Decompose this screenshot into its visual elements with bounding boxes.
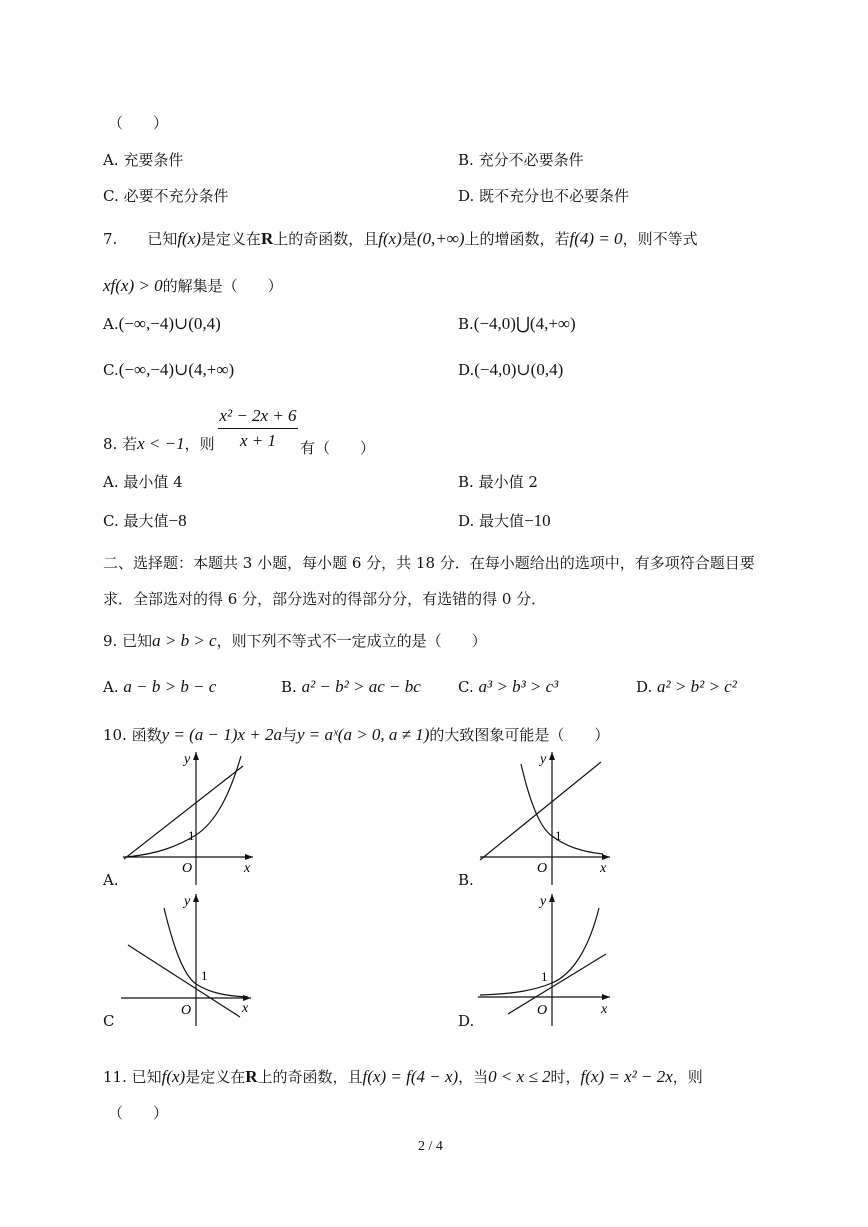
q6-paren: （ ） — [108, 114, 169, 132]
q7-stem-2: xf(x) > 0的解集是（ ） — [103, 276, 283, 295]
q9-option-d: D. a² > b² > c² — [636, 677, 737, 696]
q8-numerator: x² − 2x + 6 — [219, 406, 297, 425]
origin-label: O — [182, 861, 193, 876]
origin-label: O — [537, 861, 548, 876]
q11-paren: （ ） — [108, 1104, 169, 1122]
q8-stem-left: 8. 若x < −1，则 — [103, 434, 215, 453]
q7-option-a: A.(−∞,−4)∪(0,4) — [103, 314, 221, 333]
q10-graph-b — [475, 748, 615, 888]
section-2-line-2: 求．全部选对的得 6 分，部分选对的得部分分，有选错的得 0 分． — [103, 590, 547, 608]
origin-label: O — [537, 1003, 548, 1018]
y-axis-label: y — [184, 752, 191, 767]
q8-option-c: C. 最大值−8 — [103, 511, 187, 530]
one-label: 1 — [188, 828, 195, 843]
one-label: 1 — [541, 969, 548, 984]
q9-stem: 9. 已知a > b > c，则下列不等式不一定成立的是（ ） — [103, 631, 487, 650]
q8-option-d: D. 最大值−10 — [458, 511, 551, 530]
q10-graph-a-letter: A. — [103, 871, 119, 889]
page-number: 2 / 4 — [418, 1139, 443, 1154]
q7-option-d: D.(−4,0)∪(0,4) — [458, 360, 564, 379]
q8-option-a: A. 最小值 4 — [103, 473, 183, 491]
x-axis-label: x — [601, 1002, 608, 1017]
q10-graph-a — [118, 748, 258, 888]
q6-option-d: D. 既不充分也不必要条件 — [458, 187, 630, 205]
q7-option-c: C.(−∞,−4)∪(4,+∞) — [103, 360, 235, 379]
q8-denominator: x + 1 — [239, 431, 277, 450]
y-axis-label: y — [540, 894, 547, 909]
q8-fraction — [218, 406, 298, 451]
y-axis-label: y — [184, 894, 191, 909]
x-axis-label: x — [242, 1001, 249, 1016]
one-label: 1 — [201, 968, 208, 983]
q9-option-b: B. a² − b² > ac − bc — [281, 677, 421, 696]
one-label: 1 — [555, 828, 562, 843]
q8-option-b: B. 最小值 2 — [458, 473, 538, 491]
section-2-line-1: 二、选择题：本题共 3 小题，每小题 6 分，共 18 分．在每小题给出的选项中，有多项符合题目要 — [103, 554, 755, 572]
q7-stem: 7. 已知f(x)是定义在R上的奇函数，且f(x)是(0,+∞)上的增函数，若f(4) = 0，则不等式 — [103, 229, 698, 248]
x-axis-label: x — [600, 861, 607, 876]
q11-stem: 11. 已知f(x)是定义在R上的奇函数，且f(x) = f(4 − x)，当0 < x ≤ 2时，f(x) = x² − 2x，则 — [103, 1067, 703, 1086]
q10-stem: 10. 函数y = (a − 1)x + 2a与y = aˣ(a > 0, a ≠ 1)的大致图象可能是（ ） — [103, 725, 610, 744]
q10-graph-c — [118, 890, 258, 1030]
q9-option-a: A. a − b > b − c — [103, 677, 217, 696]
q8-stem-right: 有（ ） — [300, 439, 376, 457]
q10-graph-c-letter: C — [103, 1012, 115, 1030]
y-axis-label: y — [540, 752, 547, 767]
q6-option-c: C. 必要不充分条件 — [103, 187, 229, 205]
x-axis-label: x — [244, 861, 251, 876]
q6-option-a: A. 充要条件 — [103, 151, 184, 169]
q10-graph-d — [475, 890, 615, 1030]
q6-option-b: B. 充分不必要条件 — [458, 151, 584, 169]
q10-graph-b-letter: B. — [458, 871, 474, 889]
q7-option-b: B.(−4,0)⋃(4,+∞) — [458, 314, 576, 333]
origin-label: O — [181, 1003, 192, 1018]
q9-option-c: C. a³ > b³ > c³ — [458, 677, 559, 696]
q10-graph-d-letter: D. — [458, 1012, 475, 1030]
